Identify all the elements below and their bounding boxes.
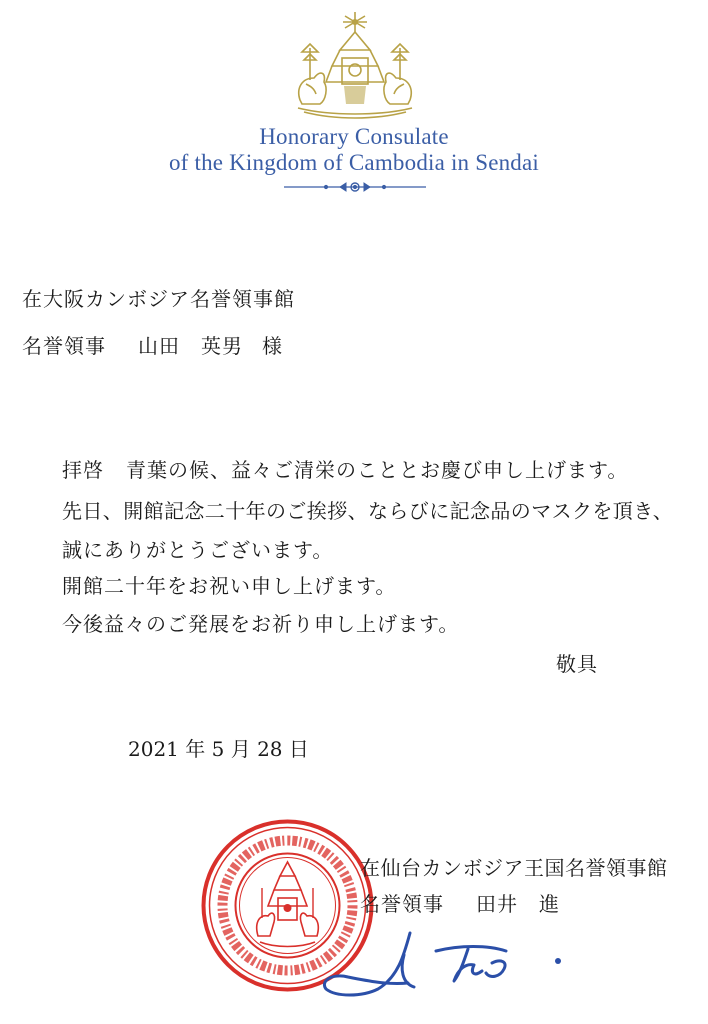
date-day-unit: 日 xyxy=(288,737,309,761)
sender-name: 田井 進 xyxy=(476,892,560,916)
body-line-4: 今後益々のご発展をお祈り申し上げます。 xyxy=(62,612,460,636)
date-month-unit: 月 xyxy=(230,737,251,761)
consulate-name-line-1: Honorary Consulate xyxy=(259,124,449,149)
body-line-3: 開館二十年をお祝い申し上げます。 xyxy=(62,574,397,598)
addressee-name: 山田 英男 xyxy=(138,334,243,358)
body-line-2: 誠にありがとうございます。 xyxy=(62,538,334,562)
handwritten-signature xyxy=(318,925,588,1005)
closing-phrase: 敬具 xyxy=(556,652,598,676)
consulate-name-line-2: of the Kingdom of Cambodia in Sendai xyxy=(168,150,540,175)
letter-date xyxy=(128,733,309,762)
addressee-honorific: 様 xyxy=(262,334,283,358)
date-year-unit: 年 xyxy=(185,737,206,761)
decorative-divider xyxy=(280,180,430,194)
addressee-title: 名誉領事 xyxy=(22,334,106,358)
date-month: 5 xyxy=(211,737,225,761)
greeting-head: 拝啓 xyxy=(62,458,104,482)
body-line-1: 先日、開館記念二十年のご挨拶、ならびに記念品のマスクを頂き、 xyxy=(62,499,674,523)
greeting-text: 青葉の候、益々ご清栄のこととお慶び申し上げます。 xyxy=(126,458,629,482)
date-day: 28 xyxy=(257,737,283,761)
addressee-organization: 在大阪カンボジア名誉領事館 xyxy=(22,287,295,311)
date-year: 2021 xyxy=(128,737,179,761)
sender-title: 名誉領事 xyxy=(360,892,444,916)
sender-organization: 在仙台カンボジア王国名誉領事館 xyxy=(360,856,668,880)
royal-coat-of-arms-emblem xyxy=(280,8,430,120)
